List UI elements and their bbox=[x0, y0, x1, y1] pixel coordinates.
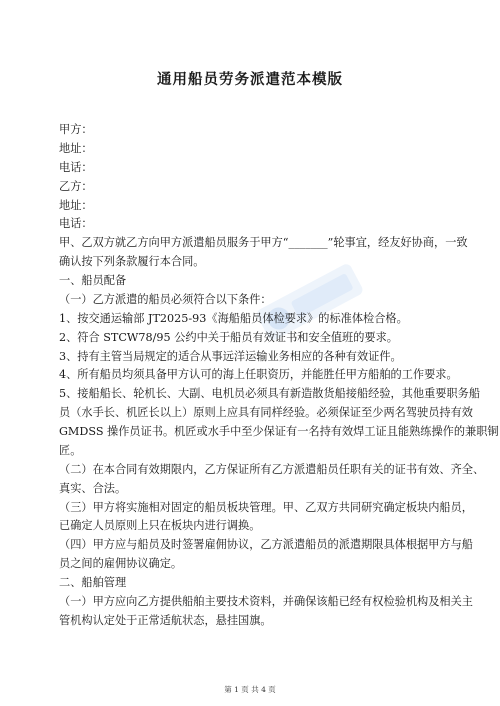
list-item: 3、持有主管当局规定的适合从事远洋运输业务相应的各种有效证件。 bbox=[59, 350, 402, 363]
paragraph-line: 真实、合法。 bbox=[59, 482, 127, 495]
paragraph-line: （三）甲方将实施相对固定的船员板块管理。甲、乙双方共同研究确定板块内船员， bbox=[59, 501, 473, 514]
list-item: 4、所有船员均须具备甲方认可的海上任职资历，并能胜任甲方船舶的工作要求。 bbox=[59, 368, 458, 381]
paragraph-line: 员（水手长、机匠长以上）原则上应具有同样经验。必须保证至少两名驾驶员持有效 bbox=[59, 406, 473, 419]
paragraph-line: 员之间的雇佣协议确定。 bbox=[59, 557, 183, 570]
section-heading: 一、船员配备 bbox=[59, 274, 127, 287]
party-a-phone: 电话： bbox=[59, 161, 93, 174]
paragraph-line: 管机构认定处于正常适航状态，悬挂国旗。 bbox=[59, 614, 272, 627]
party-b-label: 乙方： bbox=[59, 180, 93, 193]
paragraph-line: 匠。 bbox=[59, 444, 82, 457]
section-heading: 二、船舶管理 bbox=[59, 576, 127, 589]
party-b-phone: 电话： bbox=[59, 217, 93, 230]
paragraph-line: 确认按下列条款履行本合同。 bbox=[59, 255, 205, 268]
paragraph-line: 已确定人员原则上只在板块内进行调换。 bbox=[59, 519, 261, 532]
party-a-label: 甲方： bbox=[59, 123, 93, 136]
paragraph-line: （二）在本合同有效期限内，乙方保证所有乙方派遣船员任职有关的证书有效、齐全、 bbox=[59, 463, 485, 476]
list-item: 1、按交通运输部 JT2025-93《海船船员体检要求》的标准体检合格。 bbox=[59, 312, 408, 325]
paragraph-line: （四）甲方应与船员及时签署雇佣协议，乙方派遣船员的派遣期限具体根据甲方与船 bbox=[59, 538, 473, 551]
paragraph-line: （一）甲方应向乙方提供船舶主要技术资料，并确保该船已经有权检验机构及相关主 bbox=[59, 595, 473, 608]
party-a-address: 地址： bbox=[59, 142, 93, 155]
list-item: 2、符合 STCW78/95 公约中关于船员有效证书和安全值班的要求。 bbox=[59, 331, 398, 344]
paragraph-line: GMDSS 操作员证书。机匠或水手中至少保证有一名持有效焊工证且能熟练操作的兼职铜 bbox=[59, 425, 499, 438]
page-footer: 第 1 页 共 4 页 bbox=[224, 685, 276, 694]
list-item: 5、接船船长、轮机长、大副、电机员必须具有新造散货船接船经验，其他重要职务船 bbox=[59, 387, 481, 400]
document-title: 通用船员劳务派遣范本模版 bbox=[157, 72, 343, 88]
paragraph-line: 甲、乙双方就乙方向甲方派遣船员服务于甲方“_______”轮事宜，经友好协商，一致 bbox=[59, 236, 468, 249]
paragraph-line: （一）乙方派遣的船员必须符合以下条件： bbox=[59, 293, 272, 306]
party-b-address: 地址： bbox=[59, 199, 93, 212]
